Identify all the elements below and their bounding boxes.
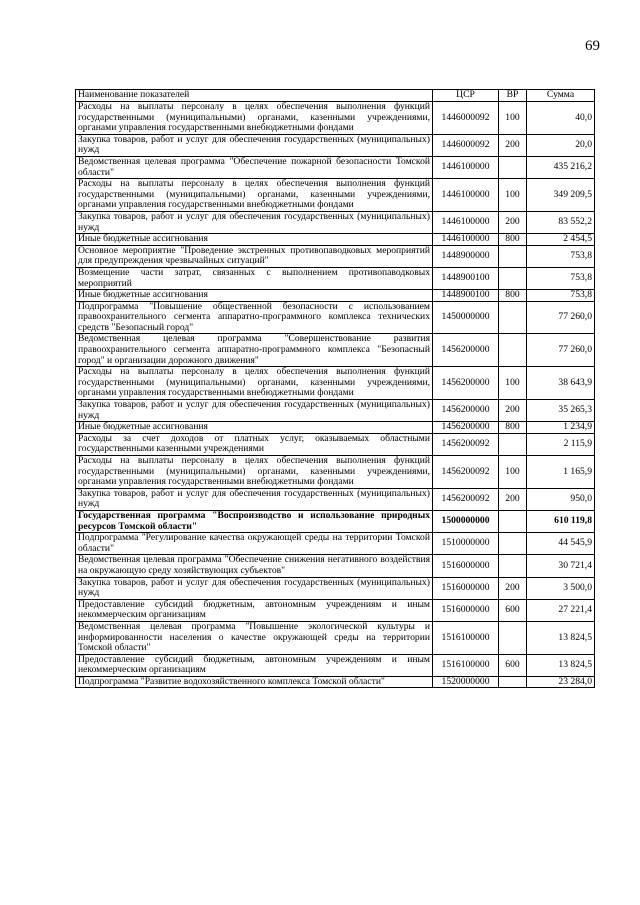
row-sum: 2 454,5 bbox=[527, 234, 595, 246]
row-vr: 100 bbox=[499, 367, 527, 400]
row-name: Государственная программа "Воспроизводство и использование природных ресурсов Томской области" bbox=[76, 510, 433, 532]
table-row bbox=[76, 267, 595, 289]
table-row bbox=[76, 676, 595, 688]
row-vr bbox=[499, 676, 527, 688]
table-row bbox=[76, 577, 595, 599]
table-row bbox=[76, 433, 595, 455]
row-csr: 1456200092 bbox=[433, 433, 499, 455]
row-name: Закупка товаров, работ и услуг для обеспечения государственных (муниципальных) нужд bbox=[76, 577, 433, 599]
row-sum: 753,8 bbox=[527, 267, 595, 289]
row-csr: 1520000000 bbox=[433, 676, 499, 688]
table-row bbox=[76, 400, 595, 422]
row-vr bbox=[499, 334, 527, 367]
row-csr: 1456200092 bbox=[433, 456, 499, 489]
row-sum: 13 824,5 bbox=[527, 654, 595, 676]
table-row bbox=[76, 334, 595, 367]
row-csr: 1456200092 bbox=[433, 488, 499, 510]
row-name: Подпрограмма "Регулирование качества окружающей среды на территории Томской области" bbox=[76, 533, 433, 555]
row-sum: 35 265,3 bbox=[527, 400, 595, 422]
row-csr: 1516000000 bbox=[433, 577, 499, 599]
row-vr bbox=[499, 533, 527, 555]
row-vr bbox=[499, 433, 527, 455]
row-sum: 20,0 bbox=[527, 134, 595, 156]
row-csr: 1446000092 bbox=[433, 102, 499, 135]
row-sum: 349 209,5 bbox=[527, 179, 595, 212]
row-vr: 100 bbox=[499, 179, 527, 212]
row-name: Подпрограмма "Повышение общественной безопасности с использованием правоохранительного сегмента аппаратно-программного комплекса технических средств "Безопасный город" bbox=[76, 301, 433, 334]
row-vr: 200 bbox=[499, 211, 527, 233]
row-sum: 610 119,8 bbox=[527, 510, 595, 532]
row-csr: 1516100000 bbox=[433, 621, 499, 654]
row-csr: 1516100000 bbox=[433, 654, 499, 676]
row-csr: 1456200000 bbox=[433, 334, 499, 367]
row-vr: 800 bbox=[499, 234, 527, 246]
row-name: Расходы на выплаты персоналу в целях обеспечения выполнения функций государственными (муниципальными) органами, казенными учреждениями, органами управления государственными внебюджетными фондами bbox=[76, 367, 433, 400]
row-vr bbox=[499, 510, 527, 532]
row-sum: 23 284,0 bbox=[527, 676, 595, 688]
row-name: Предоставление субсидий бюджетным, автономным учреждениям и иным некоммерческим организациям bbox=[76, 654, 433, 676]
row-vr: 200 bbox=[499, 577, 527, 599]
row-sum: 13 824,5 bbox=[527, 621, 595, 654]
row-sum: 38 643,9 bbox=[527, 367, 595, 400]
row-csr: 1448900100 bbox=[433, 290, 499, 302]
row-csr: 1448900100 bbox=[433, 267, 499, 289]
row-name: Подпрограмма "Развитие водохозяйственного комплекса Томской области" bbox=[76, 676, 433, 688]
row-sum: 30 721,4 bbox=[527, 555, 595, 577]
row-vr bbox=[499, 301, 527, 334]
header-name: Наименование показателей bbox=[76, 90, 433, 102]
table-row bbox=[76, 555, 595, 577]
row-vr bbox=[499, 267, 527, 289]
row-vr bbox=[499, 156, 527, 178]
row-sum: 83 552,2 bbox=[527, 211, 595, 233]
budget-table bbox=[75, 89, 595, 688]
table-row bbox=[76, 245, 595, 267]
table-row bbox=[76, 599, 595, 621]
table-row bbox=[76, 533, 595, 555]
row-vr: 600 bbox=[499, 599, 527, 621]
row-name: Возмещение части затрат, связанных с выполнением противопаводковых мероприятий bbox=[76, 267, 433, 289]
row-vr: 800 bbox=[499, 290, 527, 302]
row-sum: 2 115,9 bbox=[527, 433, 595, 455]
table-row bbox=[76, 456, 595, 489]
table-row bbox=[76, 134, 595, 156]
table-row bbox=[76, 301, 595, 334]
row-csr: 1446100000 bbox=[433, 211, 499, 233]
row-sum: 1 234,9 bbox=[527, 422, 595, 434]
row-csr: 1510000000 bbox=[433, 533, 499, 555]
table-row bbox=[76, 156, 595, 178]
header-vr: ВР bbox=[499, 90, 527, 102]
row-csr: 1516000000 bbox=[433, 599, 499, 621]
row-name: Ведомственная целевая программа "Повышение экологической культуры и информированности населения о качестве окружающей среды на территории Томской области" bbox=[76, 621, 433, 654]
row-csr: 1446000092 bbox=[433, 134, 499, 156]
row-name: Закупка товаров, работ и услуг для обеспечения государственных (муниципальных) нужд bbox=[76, 211, 433, 233]
table-row bbox=[76, 510, 595, 532]
row-sum: 44 545,9 bbox=[527, 533, 595, 555]
row-sum: 27 221,4 bbox=[527, 599, 595, 621]
row-name: Расходы на выплаты персоналу в целях обеспечения выполнения функций государственными (муниципальными) органами, казенными учреждениями, органами управления государственными внебюджетными фондами bbox=[76, 456, 433, 489]
row-csr: 1446100000 bbox=[433, 179, 499, 212]
row-vr: 100 bbox=[499, 456, 527, 489]
row-name: Иные бюджетные ассигнования bbox=[76, 234, 433, 246]
row-sum: 3 500,0 bbox=[527, 577, 595, 599]
row-csr: 1456200000 bbox=[433, 400, 499, 422]
row-name: Иные бюджетные ассигнования bbox=[76, 290, 433, 302]
row-name: Расходы за счет доходов от платных услуг, оказываемых областными государственными казенными учреждениями bbox=[76, 433, 433, 455]
header-sum: Сумма bbox=[527, 90, 595, 102]
row-csr: 1450000000 bbox=[433, 301, 499, 334]
table-row bbox=[76, 621, 595, 654]
row-name: Предоставление субсидий бюджетным, автономным учреждениям и иным некоммерческим организациям bbox=[76, 599, 433, 621]
row-sum: 77 260,0 bbox=[527, 334, 595, 367]
row-sum: 40,0 bbox=[527, 102, 595, 135]
row-csr: 1448900000 bbox=[433, 245, 499, 267]
row-name: Расходы на выплаты персоналу в целях обеспечения выполнения функций государственными (муниципальными) органами, казенными учреждениями, органами управления государственными внебюджетными фондами bbox=[76, 102, 433, 135]
row-name: Закупка товаров, работ и услуг для обеспечения государственных (муниципальных) нужд bbox=[76, 134, 433, 156]
row-csr: 1456200000 bbox=[433, 422, 499, 434]
row-vr: 200 bbox=[499, 488, 527, 510]
row-sum: 950,0 bbox=[527, 488, 595, 510]
row-name: Ведомственная целевая программа "Обеспечение пожарной безопасности Томской области" bbox=[76, 156, 433, 178]
row-name: Закупка товаров, работ и услуг для обеспечения государственных (муниципальных) нужд bbox=[76, 400, 433, 422]
row-name: Ведомственная целевая программа "Обеспечение снижения негативного воздействия на окружающую среду хозяйствующих субъектов" bbox=[76, 555, 433, 577]
table-row bbox=[76, 290, 595, 302]
row-vr: 800 bbox=[499, 422, 527, 434]
header-csr: ЦСР bbox=[433, 90, 499, 102]
table-row bbox=[76, 179, 595, 212]
row-csr: 1500000000 bbox=[433, 510, 499, 532]
table-header-row bbox=[76, 90, 595, 102]
row-name: Основное мероприятие "Проведение экстренных противопаводковых мероприятий для предупреждения чрезвычайных ситуаций" bbox=[76, 245, 433, 267]
page-number: 69 bbox=[585, 38, 600, 54]
row-name: Ведомственная целевая программа "Совершенствование развития правоохранительного сегмента аппаратно-программного комплекса "Безопасный город" и организации дорожного движения" bbox=[76, 334, 433, 367]
row-vr: 200 bbox=[499, 400, 527, 422]
row-csr: 1516000000 bbox=[433, 555, 499, 577]
table-row bbox=[76, 211, 595, 233]
row-sum: 77 260,0 bbox=[527, 301, 595, 334]
row-vr: 100 bbox=[499, 102, 527, 135]
table-row bbox=[76, 488, 595, 510]
row-vr bbox=[499, 245, 527, 267]
table-row bbox=[76, 422, 595, 434]
table-row bbox=[76, 654, 595, 676]
row-csr: 1456200000 bbox=[433, 367, 499, 400]
row-sum: 435 216,2 bbox=[527, 156, 595, 178]
row-name: Расходы на выплаты персоналу в целях обеспечения выполнения функций государственными (муниципальными) органами, казенными учреждениями, органами управления государственными внебюджетными фондами bbox=[76, 179, 433, 212]
row-sum: 1 165,9 bbox=[527, 456, 595, 489]
table-row bbox=[76, 234, 595, 246]
row-vr: 200 bbox=[499, 134, 527, 156]
row-sum: 753,8 bbox=[527, 245, 595, 267]
table-row bbox=[76, 367, 595, 400]
row-vr: 600 bbox=[499, 654, 527, 676]
row-vr bbox=[499, 621, 527, 654]
row-name: Закупка товаров, работ и услуг для обеспечения государственных (муниципальных) нужд bbox=[76, 488, 433, 510]
table-row bbox=[76, 102, 595, 135]
row-sum: 753,8 bbox=[527, 290, 595, 302]
row-csr: 1446100000 bbox=[433, 234, 499, 246]
row-name: Иные бюджетные ассигнования bbox=[76, 422, 433, 434]
row-vr bbox=[499, 555, 527, 577]
row-csr: 1446100000 bbox=[433, 156, 499, 178]
